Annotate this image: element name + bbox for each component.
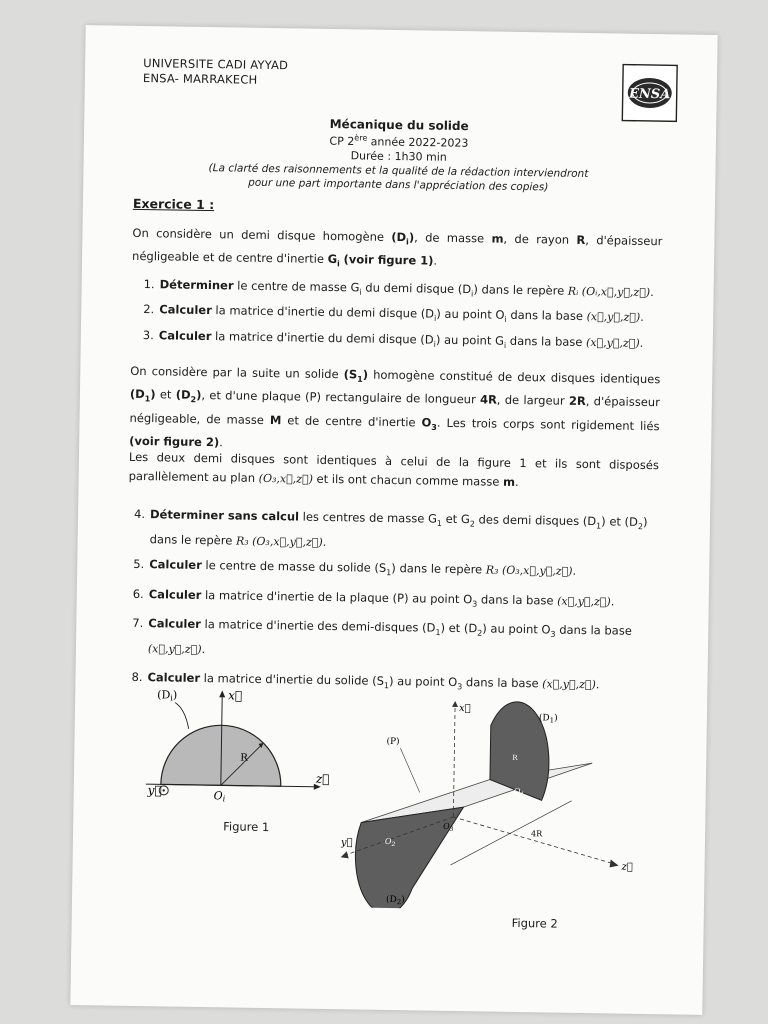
z-axis-label: z⃗ [621, 861, 633, 873]
institution-header [143, 56, 288, 88]
disc-label: (Di) [157, 688, 178, 703]
o1-label: $O_1$ [513, 786, 525, 799]
grading-note-1: (La clarté des raisonnements et la qualité de la rédaction interviendront [208, 161, 589, 180]
question-list-part1 [143, 274, 664, 358]
exam-duration: Durée : 1h30 min [350, 148, 447, 164]
o2-label: $O_2$ [384, 836, 396, 849]
grading-note-2: pour une part importante dans l'appréciation des copies) [248, 176, 549, 194]
figure-1 [135, 686, 337, 849]
solid-assembly-diagram [340, 697, 643, 912]
x-axis-arrowhead [219, 690, 225, 697]
question-5: 5. Calculer le centre de masse du solide $(S_1)$ dans le repère R₃ (O₃,x⃗,y⃗,z⃗). [133, 557, 577, 579]
question-1: 1. Déterminer le centre de masse $G_i$ du demi disque $(D_i)$ dans le repère Rᵢ (Oᵢ,x⃗,y⃗,z⃗). [143, 277, 654, 300]
exercise-title: Exercice 1 : [132, 195, 215, 213]
school-name: ENSA- MARRAKECH [142, 71, 258, 87]
radius-label: R [512, 753, 518, 762]
solid-description-paragraph: On considère par la suite un solide $(S_1)$ homogène constitué de deux disques identiques $(D_1)$ et $(D_2)$, et d'une plaque (P) rectangulaire de longueur 4R, de largeur 2R, d'épaisseur négligeable, de masse M et de centre d'inertie $O_3$. Les trois corps sont rigidement liés (voir figure 2). [129, 363, 661, 450]
disc-arrangement-paragraph: Les deux demi disques sont identiques à celui de la figure 1 et ils sont disposés parallèlement au plan (O₃,x⃗,z⃗) et ils ont chacun comme masse m. [128, 449, 660, 489]
length-dimension-line [451, 799, 572, 867]
exam-title-block [178, 115, 619, 196]
y-axis-label: y⃗ [340, 837, 353, 849]
intro-paragraph: On considère un demi disque homogène $(D_i)$, de masse m, de rayon R, d'épaisseur négligeable et de centre d'inertie $G_i$ (voir figure 1). [132, 225, 663, 269]
z-axis-arrowhead [610, 859, 619, 867]
origin-label: Oi [213, 789, 226, 804]
plate-shape [361, 760, 592, 827]
logo-text: ENSA [628, 86, 671, 103]
y-axis-label: y⃗ [147, 783, 162, 798]
x-axis-label: x⃗ [458, 703, 471, 715]
class-year: CP 2ère année 2022-2023 [329, 133, 469, 150]
x-axis-arrowhead [452, 701, 458, 707]
disc-d1-label: $(D_1)$ [538, 713, 558, 725]
x-axis-label: x⃗ [228, 688, 243, 703]
university-name: UNIVERSITE CADI AYYAD [143, 56, 289, 73]
question-4: 4. Déterminer sans calcul les centres de masse $G_1$ et $G_2$ des demi disques $(D_1)$ et $(D_2)$ dans le repère R₃ (O₃,x⃗,y⃗,z⃗). [133, 506, 648, 550]
length-label: 4R [531, 829, 543, 839]
y-axis-arrowhead [341, 851, 349, 858]
question-6: 6. Calculer la matrice d'inertie de la plaque (P) au point $O_3$ dans la base (x⃗,y⃗,z⃗). [132, 586, 615, 609]
subject-title: Mécanique du solide [329, 116, 469, 134]
question-7: 7. Calculer la matrice d'inertie des demi-disques $(D_1)$ et $(D_2)$ au point $O_3$ dans la base (x⃗,y⃗,z⃗). [132, 615, 632, 657]
question-list-part2 [131, 504, 664, 701]
disc-d2-label: $(D_2)$ [385, 894, 405, 907]
question-3: 3. Calculer la matrice d'inertie du demi disque $(D_i)$ au point $G_i$ dans la base (x⃗,y⃗,z⃗). [142, 327, 644, 350]
z-axis-label: z⃗ [315, 771, 330, 787]
figure-1-caption: Figure 1 [223, 819, 270, 835]
o3-label: $O_3$ [443, 821, 454, 833]
z-axis-line [453, 817, 614, 864]
ensa-logo [621, 64, 678, 123]
question-8: 8. Calculer la matrice d'inertie du solide $(S_1)$ au point $O_3$ dans la base (x⃗,y⃗,z⃗). [131, 670, 600, 692]
figure-2 [340, 697, 644, 932]
radius-label: R [240, 752, 248, 764]
exam-sheet [70, 25, 717, 1015]
figure-2-caption: Figure 2 [511, 915, 558, 931]
plate-label: (P) [386, 736, 400, 748]
disc-label-leader [175, 703, 189, 729]
plate-label-leader [400, 748, 421, 792]
question-2: 2. Calculer la matrice d'inertie du demi disque $(D_i)$ au point $O_i$ dans la base (x⃗,y⃗,z⃗). [143, 302, 644, 325]
